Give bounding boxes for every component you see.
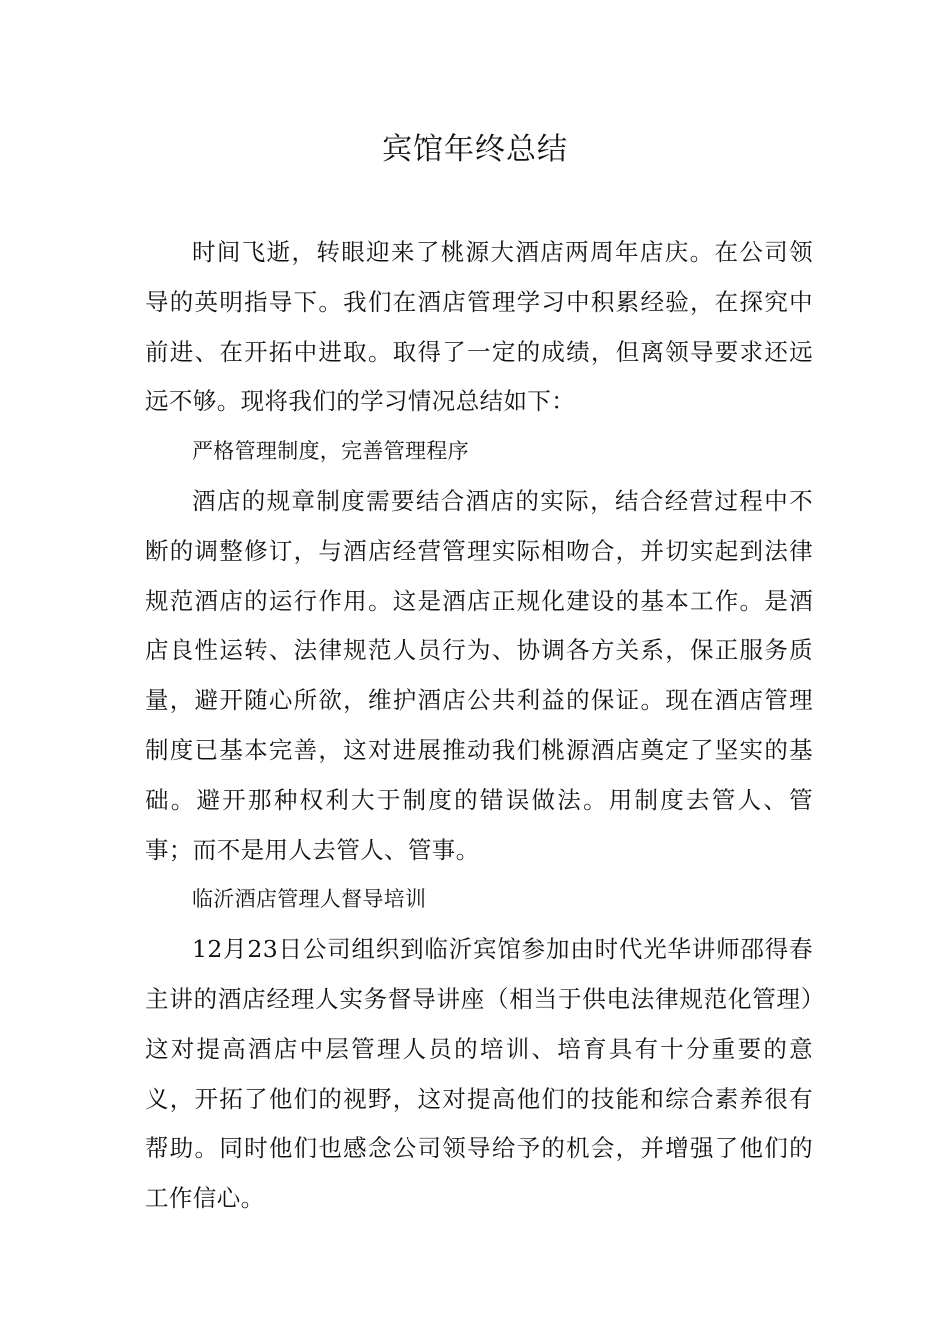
training-paragraph: 12月23日公司组织到临沂宾馆参加由时代光华讲师邵得春主讲的酒店经理人实务督导讲座（相当于供电法律规范化管理）这对提高酒店中层管理人员的培训、培育具有十分重要的意义，开拓了他们的视野，这对提高他们的技能和综合素养很有帮助。同时他们也感念公司领导给予的机会，并增强了他们的工作信心。 — [145, 935, 813, 1213]
document-title: 宾馆年终总结 — [382, 132, 568, 167]
document-body — [145, 228, 813, 1224]
management-system-paragraph: 酒店的规章制度需要结合酒店的实际，结合经营过程中不断的调整修订，与酒店经营管理实际相吻合，并切实起到法律规范酒店的运行作用。这是酒店正规化建设的基本工作。是酒店良性运转、法律规范人员行为、协调各方关系，保正服务质量，避开随心所欲，维护酒店公共利益的保证。现在酒店管理制度已基本完善，这对进展推动我们桃源酒店奠定了坚实的基础。避开那种权利大于制度的错误做法。用制度去管人、管事；而不是用人去管人、管事。 — [145, 486, 813, 864]
intro-paragraph: 时间飞逝，转眼迎来了桃源大酒店两周年店庆。在公司领导的英明指导下。我们在酒店管理学习中积累经验，在探究中前进、在开拓中进取。取得了一定的成绩，但离领导要求还远远不够。现将我们的学习情况总结如下： — [145, 238, 813, 416]
section-heading-management-system: 严格管理制度，完善管理程序 — [192, 439, 469, 464]
section-heading-training: 临沂酒店管理人督导培训 — [192, 887, 427, 912]
